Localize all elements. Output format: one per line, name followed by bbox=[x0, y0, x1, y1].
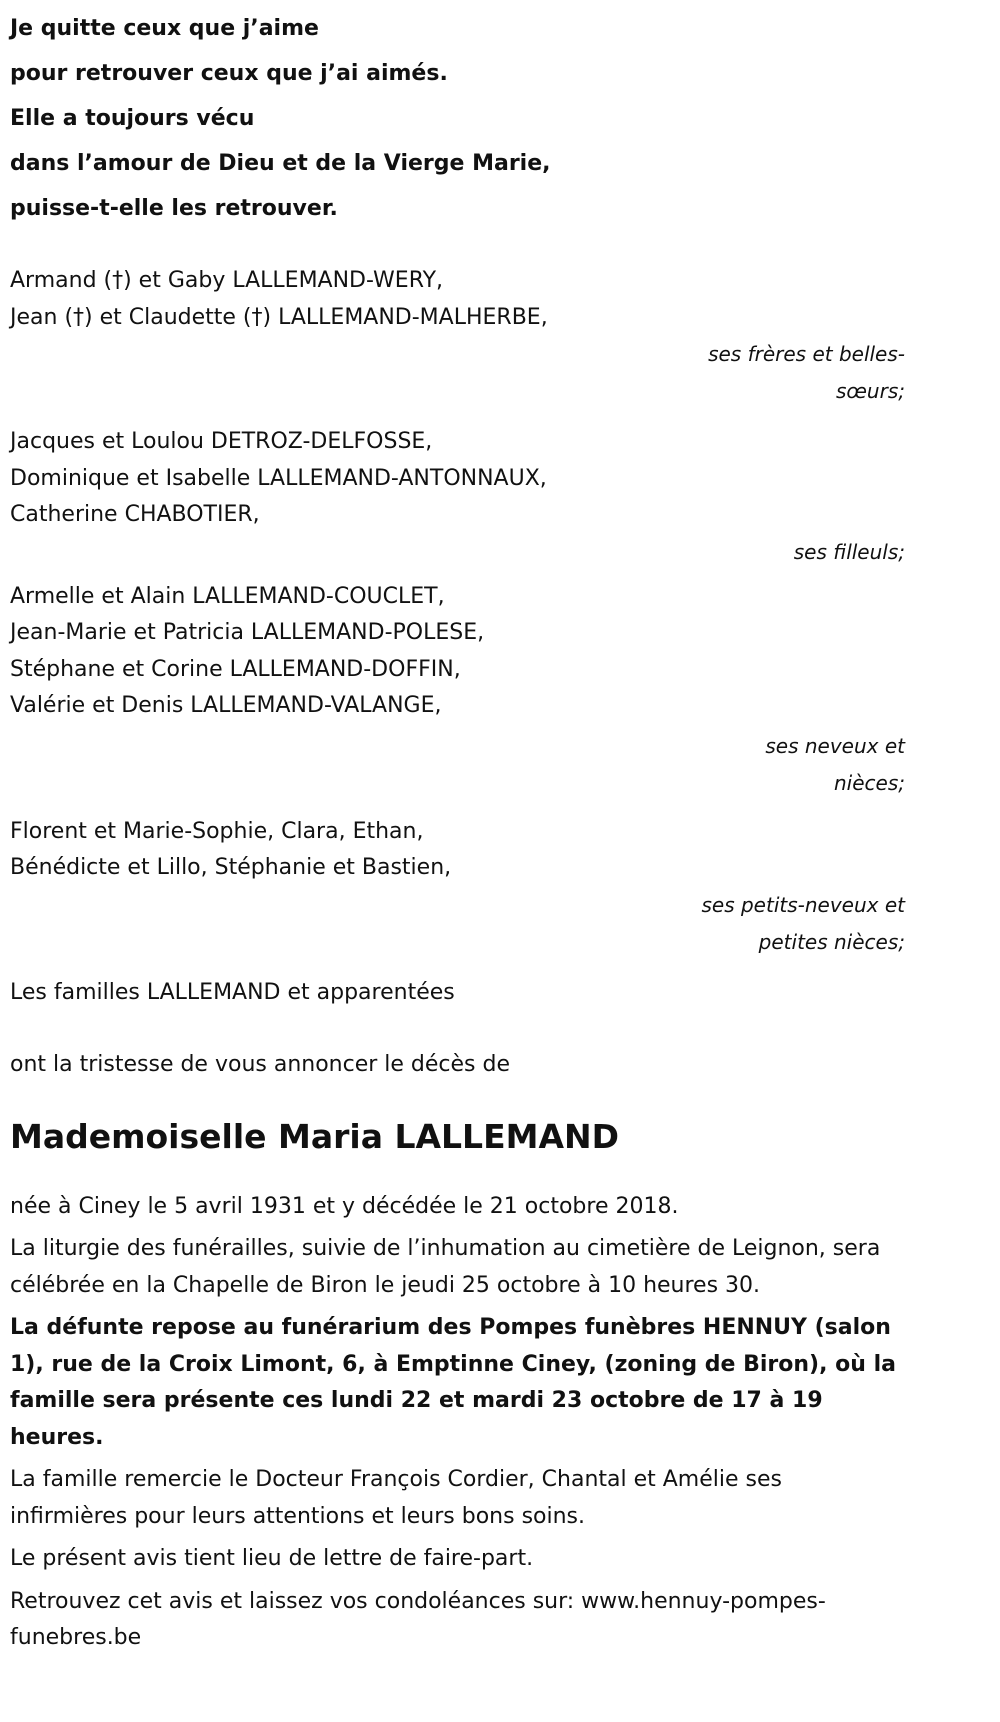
relation-label bbox=[12, 534, 905, 571]
notice-paragraph: Le présent avis tient lieu de lettre de faire-part. bbox=[10, 1546, 534, 1571]
family-member-line: Jean (†) et Claudette (†) LALLEMAND-MALHERBE, bbox=[10, 304, 548, 330]
verse-line: Je quitte ceux que j’aime bbox=[10, 16, 319, 41]
relation-label-line: ses petits-neveux et bbox=[701, 892, 905, 917]
relation-label-line: ses filleuls; bbox=[793, 539, 905, 564]
verse-line: puisse-t-elle les retrouver. bbox=[10, 196, 338, 221]
relation-label-line: ses frères et belles- bbox=[708, 342, 905, 366]
family-member-line: Dominique et Isabelle LALLEMAND-ANTONNAUX, bbox=[10, 465, 547, 491]
family-group-godchildren bbox=[10, 424, 905, 571]
relation-label-line: sœurs; bbox=[835, 379, 905, 403]
relation-label-line: ses neveux et bbox=[765, 733, 905, 758]
relation-label bbox=[12, 336, 905, 410]
family-group-grand-nephews bbox=[10, 814, 905, 961]
family-member-line: Jacques et Loulou DETROZ-DELFOSSE, bbox=[10, 429, 433, 454]
deceased-name: Mademoiselle Maria LALLEMAND bbox=[10, 1116, 620, 1156]
relation-label bbox=[12, 728, 905, 802]
verse-line: pour retrouver ceux que j’ai aimés. bbox=[10, 61, 448, 86]
condolences-paragraph: Retrouvez cet avis et laissez vos condoléances sur: www.hennuy-pompes-funebres.be bbox=[10, 1588, 826, 1650]
relation-label-line: petites nièces; bbox=[758, 929, 905, 954]
verse-block bbox=[10, 6, 905, 231]
family-group-nephews bbox=[10, 579, 905, 802]
funerarium-paragraph: La défunte repose au funérarium des Pompes funèbres HENNUY (salon 1), rue de la Croix Limont, 6, à Emptinne Ciney, (zoning de Biron), où la famille sera présente ces lundi 22 et mardi 23 octobre de 17 à 19 heures. bbox=[10, 1315, 896, 1450]
family-member-line: Catherine CHABOTIER, bbox=[10, 502, 260, 527]
liturgy-paragraph: La liturgie des funérailles, suivie de l’inhumation au cimetière de Leignon, sera célébrée en la Chapelle de Biron le jeudi 25 octobre à 10 heures 30. bbox=[10, 1236, 881, 1298]
family-member-line: Jean-Marie et Patricia LALLEMAND-POLESE, bbox=[10, 620, 485, 645]
relation-label-line: nièces; bbox=[834, 770, 905, 795]
family-group-siblings bbox=[10, 263, 905, 410]
thanks-paragraph: La famille remercie le Docteur François Cordier, Chantal et Amélie ses infirmières pour leurs attentions et leurs bons soins. bbox=[10, 1467, 782, 1529]
obituary-notice bbox=[10, 0, 905, 1657]
family-member-line: Valérie et Denis LALLEMAND-VALANGE, bbox=[10, 693, 442, 718]
family-member-line: Bénédicte et Lillo, Stéphanie et Bastien, bbox=[10, 855, 452, 880]
announcement-line: ont la tristesse de vous annoncer le décès de bbox=[10, 1051, 511, 1077]
verse-line: Elle a toujours vécu bbox=[10, 106, 255, 131]
family-member-line: Armand (†) et Gaby LALLEMAND-WERY, bbox=[10, 268, 444, 293]
family-member-line: Florent et Marie-Sophie, Clara, Ethan, bbox=[10, 818, 424, 844]
relation-label bbox=[12, 887, 905, 961]
family-member-line: Armelle et Alain LALLEMAND-COUCLET, bbox=[10, 583, 445, 609]
families-line: Les familles LALLEMAND et apparentées bbox=[10, 979, 455, 1005]
family-member-line: Stéphane et Corine LALLEMAND-DOFFIN, bbox=[10, 656, 461, 682]
verse-line: dans l’amour de Dieu et de la Vierge Marie, bbox=[10, 151, 551, 176]
birth-death-paragraph: née à Ciney le 5 avril 1931 et y décédée le 21 octobre 2018. bbox=[10, 1193, 679, 1219]
